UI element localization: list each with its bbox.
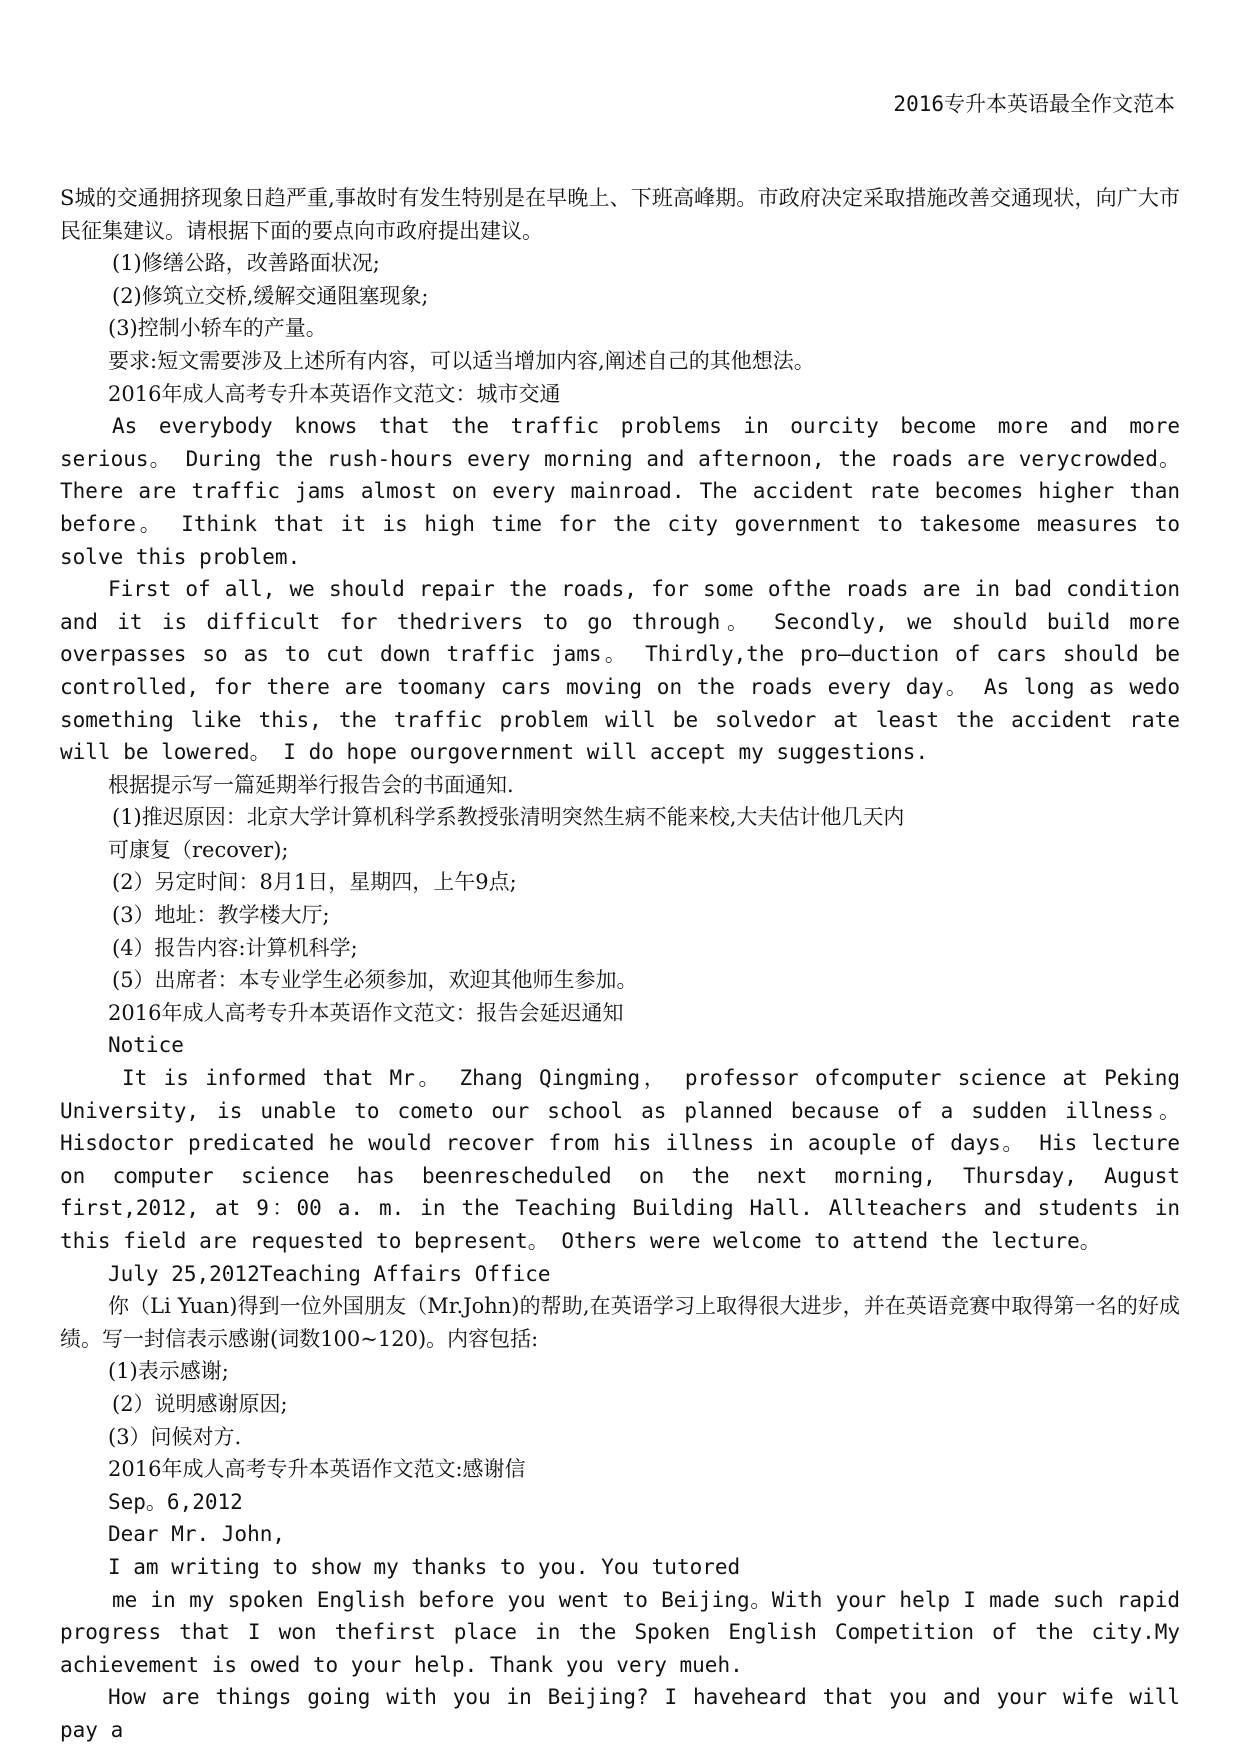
- essay-heading: 2016年成人高考专升本英语作文范文:感谢信: [108, 1457, 526, 1482]
- requirement-item: (1)表示感谢;: [108, 1359, 229, 1384]
- letter-paragraph: me in my spoken English before you went to Beijing。With your help I made such rapid progress that I won thefirst place in the Spoken English Competition of the city.My achievement is owed to your help. Thank you very mueh.: [60, 1587, 1180, 1677]
- requirement-item: (1)推迟原因：北京大学计算机科学系教授张清明突然生病不能来校,大夫估计他几天内: [112, 805, 905, 830]
- prompt-letter-paragraph: 你（Li Yuan)得到一位外国朋友（Mr.John)的帮助,在英语学习上取得很大进步，并在英语竞赛中取得第一名的好成绩。写一封信表示感谢(词数100~120)。内容包括:: [60, 1294, 1180, 1351]
- requirement-item: (3）问候对方.: [108, 1424, 242, 1449]
- requirement-item: 可康复（recover);: [108, 837, 289, 862]
- letter-date: Sep。6,2012: [108, 1489, 243, 1514]
- essay-heading: 2016年成人高考专升本英语作文范文：城市交通: [108, 381, 561, 406]
- prompt-traffic-paragraph: S城的交通拥挤现象日趋严重,事故时有发生特别是在早晚上、下班高峰期。市政府决定采取措施改善交通现状，向广大市民征集建议。请根据下面的要点向市政府提出建议。: [60, 186, 1180, 243]
- notice-paragraph: It is informed that Mr。 Zhang Qingming， professor ofcomputer science at Peking University, is unable to cometo our school as planned because of a sudden illness。 Hisdoctor predicated he would recover from his illness in acouple of days。 His lecture on computer science has beenrescheduled on the next morning, Thursday, August first,2012, at 9：00 a. m. in the Teaching Building Hall. Allteachers and students in this field are requested to bepresent。 Others were welcome to attend the lecture。: [60, 1066, 1180, 1253]
- notice-title: Notice: [108, 1033, 184, 1058]
- essay-paragraph: As everybody knows that the traffic problems in ourcity become more and more serious。 During the rush-hours every morning and afternoon, the roads are verycrowded。 There are traffic jams almost on every mainroad. The accident rate becomes higher than before。 Ithink that it is high time for the city government to takesome measures to solve this problem.: [60, 414, 1180, 569]
- document-body: [60, 182, 1180, 1747]
- page-header-title: 2016专升本英语最全作文范本: [893, 92, 1175, 116]
- letter-paragraph: How are things going with you in Beijing? I haveheard that you and your wife will pay a: [60, 1685, 1180, 1742]
- requirement-item: (1)修缮公路，改善路面状况;: [112, 251, 380, 276]
- requirement-item: (2）另定时间：8月1日，星期四，上午9点;: [112, 870, 517, 895]
- requirement-item: (2）说明感谢原因;: [112, 1391, 288, 1416]
- essay-heading: 2016年成人高考专升本英语作文范文：报告会延迟通知: [108, 1000, 624, 1025]
- requirement-item: (2)修筑立交桥,缓解交通阻塞现象;: [112, 283, 429, 308]
- requirement-item: (3）地址：教学楼大厅;: [112, 903, 330, 928]
- letter-line: I am writing to show my thanks to you. You tutored: [108, 1554, 741, 1579]
- letter-salutation: Dear Mr. John,: [108, 1522, 286, 1547]
- requirement-item: (3)控制小轿车的产量。: [108, 316, 327, 341]
- requirement-note: 要求:短文需要涉及上述所有内容，可以适当增加内容,阐述自己的其他想法。: [108, 348, 815, 373]
- notice-signature: July 25,2012Teaching Affairs Office: [108, 1261, 551, 1286]
- requirement-item: (4）报告内容:计算机科学;: [112, 935, 358, 960]
- prompt-notice-heading: 根据提示写一篇延期举行报告会的书面通知.: [108, 772, 514, 797]
- requirement-item: (5）出席者：本专业学生必须参加，欢迎其他师生参加。: [112, 968, 638, 993]
- essay-paragraph: First of all, we should repair the roads, for some ofthe roads are in bad condition and it is difficult for thedrivers to go through。 Secondly, we should build more overpasses so as to cut down traffic jams。 Thirdly,the pro—duction of cars should be controlled, for there are toomany cars moving on the roads every day。 As long as wedo something like this, the traffic problem will be solvedor at least the accident rate will be lowered。 I do hope ourgovernment will accept my suggestions.: [60, 577, 1180, 765]
